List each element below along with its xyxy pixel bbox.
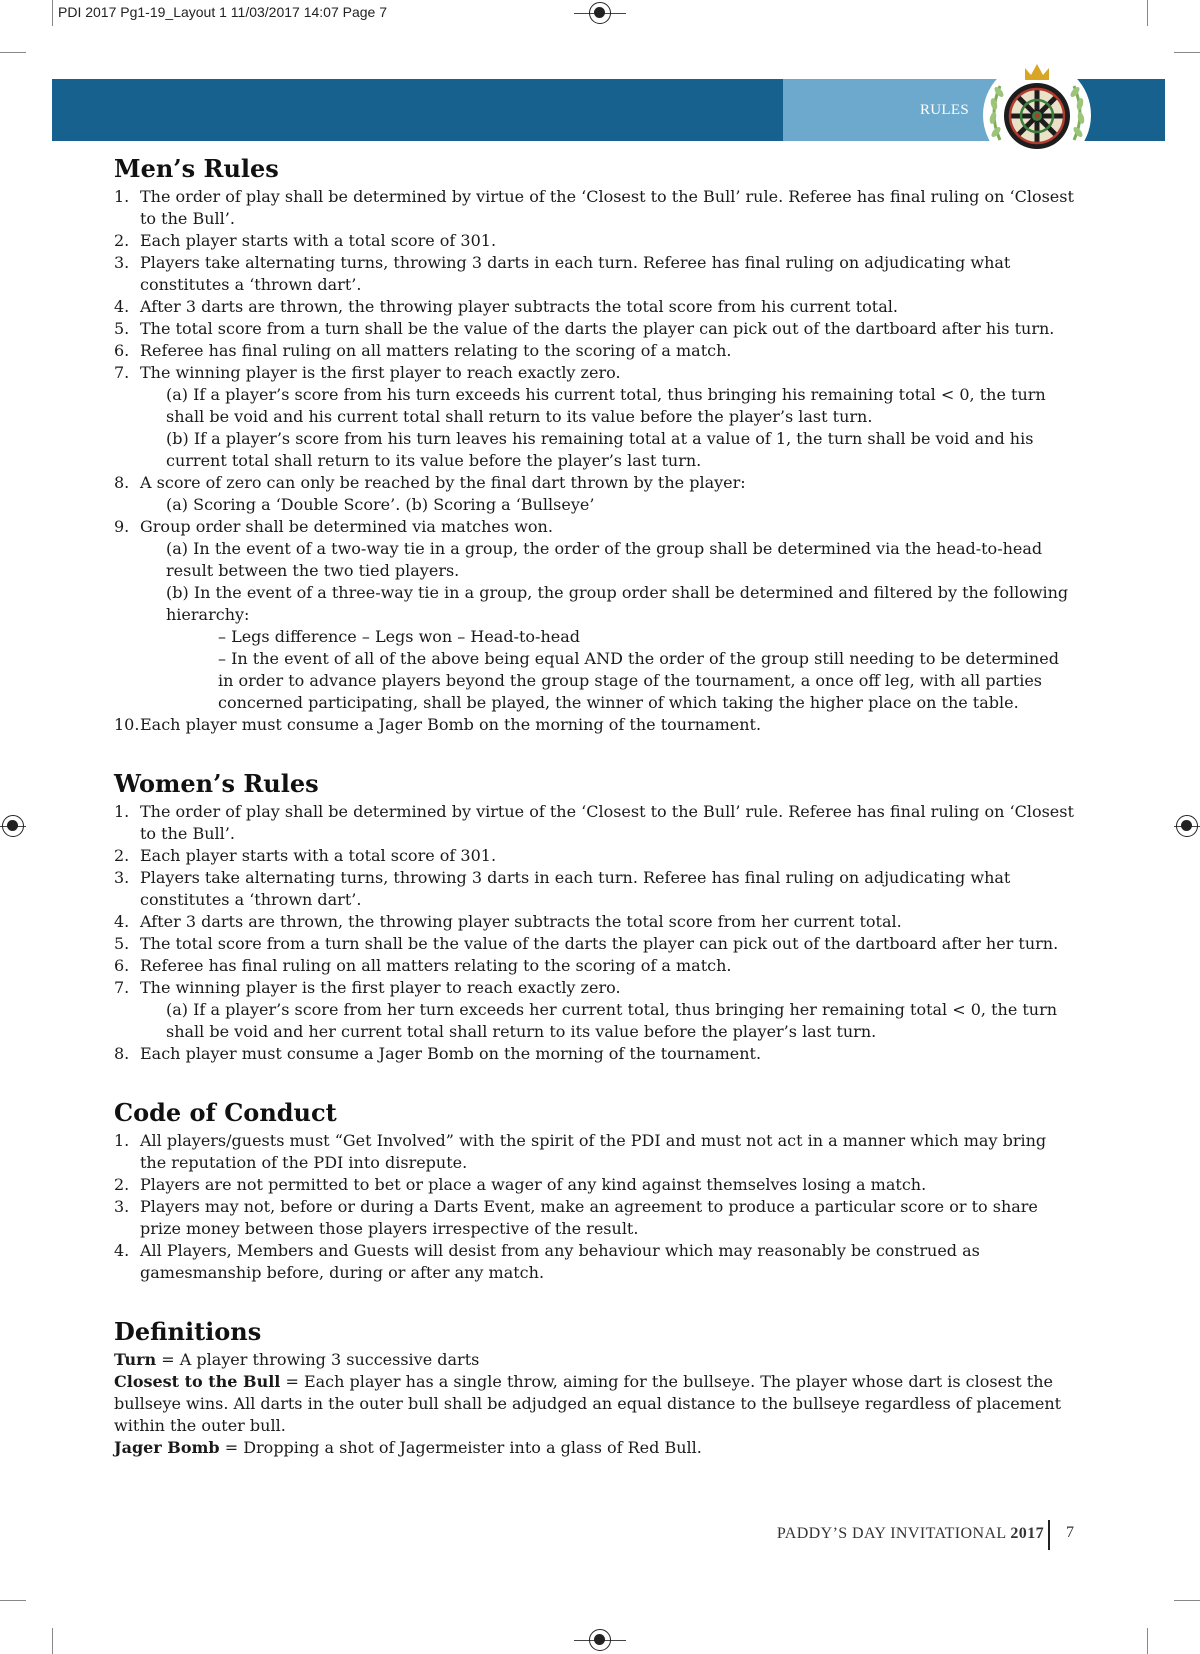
list-item-number: 1.	[114, 1131, 130, 1150]
definition-text: = Each player has a single throw, aiming for the bullseye. The player whose dart is closest the bullseye wins. All darts in the outer bull shall be adjudged an equal distance to the bullseye regardless of placement within the outer bull.	[114, 1372, 1062, 1435]
registration-mark-icon	[589, 1629, 611, 1651]
crop-mark	[1174, 1600, 1200, 1601]
crop-mark	[1174, 52, 1200, 53]
section-mens-rules	[114, 152, 1074, 736]
list-item-number: 3.	[114, 868, 130, 887]
list-item-text: Players take alternating turns, throwing 3 darts in each turn. Referee has final ruling on adjudicating what constitutes a ‘thrown dart’.	[140, 868, 1011, 909]
definition-item	[114, 1371, 1074, 1437]
list-item-number: 7.	[114, 363, 130, 382]
list-item	[114, 801, 1074, 845]
list-item-number: 8.	[114, 473, 130, 492]
definition-text: = A player throwing 3 successive darts	[156, 1350, 480, 1369]
sub-sub-item: – In the event of all of the above being equal AND the order of the group still needing to be determined in order to advance players beyond the group stage of the tournament, a once off leg, with all parties concerned participating, shall be played, the winner of which taking the higher place on the table.	[218, 649, 1059, 712]
definition-term: Closest to the Bull	[114, 1372, 281, 1391]
section-womens-rules	[114, 767, 1074, 1065]
list-item	[114, 867, 1074, 911]
crop-mark	[52, 0, 53, 26]
list-item	[114, 340, 1074, 362]
list-item-text: Each player must consume a Jager Bomb on the morning of the tournament.	[140, 1044, 762, 1063]
list-item	[114, 296, 1074, 318]
list-item-number: 3.	[114, 253, 130, 272]
section-heading: Men’s Rules	[114, 154, 279, 183]
definition-text: = Dropping a shot of Jagermeister into a glass of Red Bull.	[219, 1438, 702, 1457]
crop-mark	[1147, 1628, 1148, 1654]
definition-item	[114, 1349, 1074, 1371]
list-item-number: 8.	[114, 1044, 130, 1063]
footer-title	[777, 1525, 1044, 1543]
print-slug: PDI 2017 Pg1-19_Layout 1 11/03/2017 14:07 Page 7	[58, 4, 388, 20]
list-item-text: The winning player is the first player to reach exactly zero.	[140, 978, 621, 997]
footer-year: 2017	[1010, 1525, 1044, 1542]
footer-title-text: PADDY’S DAY INVITATIONAL	[776, 1525, 1006, 1542]
list-item-text: The order of play shall be determined by virtue of the ‘Closest to the Bull’ rule. Referee has final ruling on ‘Closest to the Bull’.	[140, 187, 1074, 228]
list-item	[114, 933, 1074, 955]
list-item-number: 6.	[114, 956, 130, 975]
list-item-number: 6.	[114, 341, 130, 360]
rules-content	[114, 152, 1074, 1490]
section-heading: Code of Conduct	[114, 1098, 337, 1127]
list-item	[114, 714, 1074, 736]
definition-term: Jager Bomb	[114, 1438, 220, 1457]
list-item	[114, 516, 1074, 538]
page-number: 7	[1066, 1524, 1074, 1541]
list-item	[114, 472, 1074, 494]
definition-term: Turn	[114, 1350, 157, 1369]
list-item	[114, 955, 1074, 977]
list-item-text: The winning player is the first player to reach exactly zero.	[140, 363, 621, 382]
list-item	[114, 1240, 1074, 1284]
sub-sub-item: – Legs difference – Legs won – Head-to-head	[218, 627, 581, 646]
section-code-of-conduct	[114, 1096, 1074, 1284]
list-item-number: 2.	[114, 1175, 130, 1194]
crop-mark	[52, 1628, 53, 1654]
sub-item: (b) In the event of a three-way tie in a group, the group order shall be determined and filtered by the following hierarchy:	[166, 583, 1069, 624]
list-item-text: Players may not, before or during a Darts Event, make an agreement to produce a particular score or to share prize money between those players irrespective of the result.	[140, 1197, 1038, 1238]
list-item-number: 10.	[114, 715, 140, 734]
list-item-number: 3.	[114, 1197, 130, 1216]
sub-item: (a) If a player’s score from her turn exceeds her current total, thus bringing her remaining total < 0, the turn shall be void and her current total shall return to its value before the player’s last turn.	[166, 1000, 1058, 1041]
list-item-text: All Players, Members and Guests will desist from any behaviour which may reasonably be construed as gamesmanship before, during or after any match.	[140, 1241, 980, 1282]
list-item-text: A score of zero can only be reached by the final dart thrown by the player:	[140, 473, 746, 492]
list-item	[114, 911, 1074, 933]
list-item	[114, 977, 1074, 999]
list-item	[114, 230, 1074, 252]
list-item-text: The total score from a turn shall be the value of the darts the player can pick out of the dartboard after his turn.	[140, 319, 1055, 338]
list-item-text: Players are not permitted to bet or place a wager of any kind against themselves losing a match.	[140, 1175, 927, 1194]
crop-mark	[0, 52, 26, 53]
list-item-number: 9.	[114, 517, 130, 536]
list-item-text: Each player starts with a total score of 301.	[140, 231, 497, 250]
list-item-number: 1.	[114, 802, 130, 821]
list-item-text: Each player must consume a Jager Bomb on the morning of the tournament.	[140, 715, 762, 734]
list-item	[114, 845, 1074, 867]
list-item-text: After 3 darts are thrown, the throwing player subtracts the total score from his current total.	[140, 297, 898, 316]
list-item	[114, 1196, 1074, 1240]
registration-mark-icon	[1176, 815, 1198, 837]
list-item-number: 2.	[114, 231, 130, 250]
registration-mark-icon	[2, 815, 24, 837]
list-item-text: All players/guests must “Get Involved” with the spirit of the PDI and must not act in a manner which may bring the reputation of the PDI into disrepute.	[140, 1131, 1047, 1172]
crop-mark	[0, 1600, 26, 1601]
list-item	[114, 362, 1074, 384]
crop-mark	[1147, 0, 1148, 26]
list-item	[114, 318, 1074, 340]
list-item-text: The total score from a turn shall be the value of the darts the player can pick out of the dartboard after her turn.	[140, 934, 1059, 953]
list-item-text: Each player starts with a total score of 301.	[140, 846, 497, 865]
list-item	[114, 1130, 1074, 1174]
list-item	[114, 186, 1074, 230]
sub-item: (a) If a player’s score from his turn exceeds his current total, thus bringing his remaining total < 0, the turn shall be void and his current total shall return to its value before the player’s last turn.	[166, 385, 1046, 426]
section-label: RULES	[920, 102, 970, 118]
list-item-text: Referee has final ruling on all matters relating to the scoring of a match.	[140, 956, 732, 975]
section-heading: Definitions	[114, 1317, 262, 1346]
list-item-text: The order of play shall be determined by virtue of the ‘Closest to the Bull’ rule. Referee has final ruling on ‘Closest to the Bull’.	[140, 802, 1074, 843]
sub-item: (a) In the event of a two-way tie in a group, the order of the group shall be determined via the head-to-head result between the two tied players.	[166, 539, 1043, 580]
list-item-text: Referee has final ruling on all matters relating to the scoring of a match.	[140, 341, 732, 360]
definition-item	[114, 1437, 1074, 1459]
list-item-number: 5.	[114, 319, 130, 338]
list-item-text: Players take alternating turns, throwing 3 darts in each turn. Referee has final ruling on adjudicating what constitutes a ‘thrown dart’.	[140, 253, 1011, 294]
list-item-number: 4.	[114, 1241, 130, 1260]
list-item	[114, 1174, 1074, 1196]
list-item	[114, 1043, 1074, 1065]
list-item-number: 7.	[114, 978, 130, 997]
list-item-number: 4.	[114, 912, 130, 931]
list-item-text: After 3 darts are thrown, the throwing player subtracts the total score from her current total.	[140, 912, 902, 931]
list-item-number: 5.	[114, 934, 130, 953]
sub-item: (a) Scoring a ‘Double Score’. (b) Scoring a ‘Bullseye’	[166, 495, 595, 514]
list-item-number: 2.	[114, 846, 130, 865]
registration-mark-icon	[589, 2, 611, 24]
footer-divider	[1048, 1520, 1050, 1550]
list-item-number: 1.	[114, 187, 130, 206]
sub-item: (b) If a player’s score from his turn leaves his remaining total at a value of 1, the turn shall be void and his current total shall return to its value before the player’s last turn.	[166, 429, 1034, 470]
section-heading: Women’s Rules	[114, 769, 319, 798]
list-item-number: 4.	[114, 297, 130, 316]
list-item	[114, 252, 1074, 296]
list-item-text: Group order shall be determined via matches won.	[140, 517, 553, 536]
section-definitions	[114, 1315, 1074, 1459]
